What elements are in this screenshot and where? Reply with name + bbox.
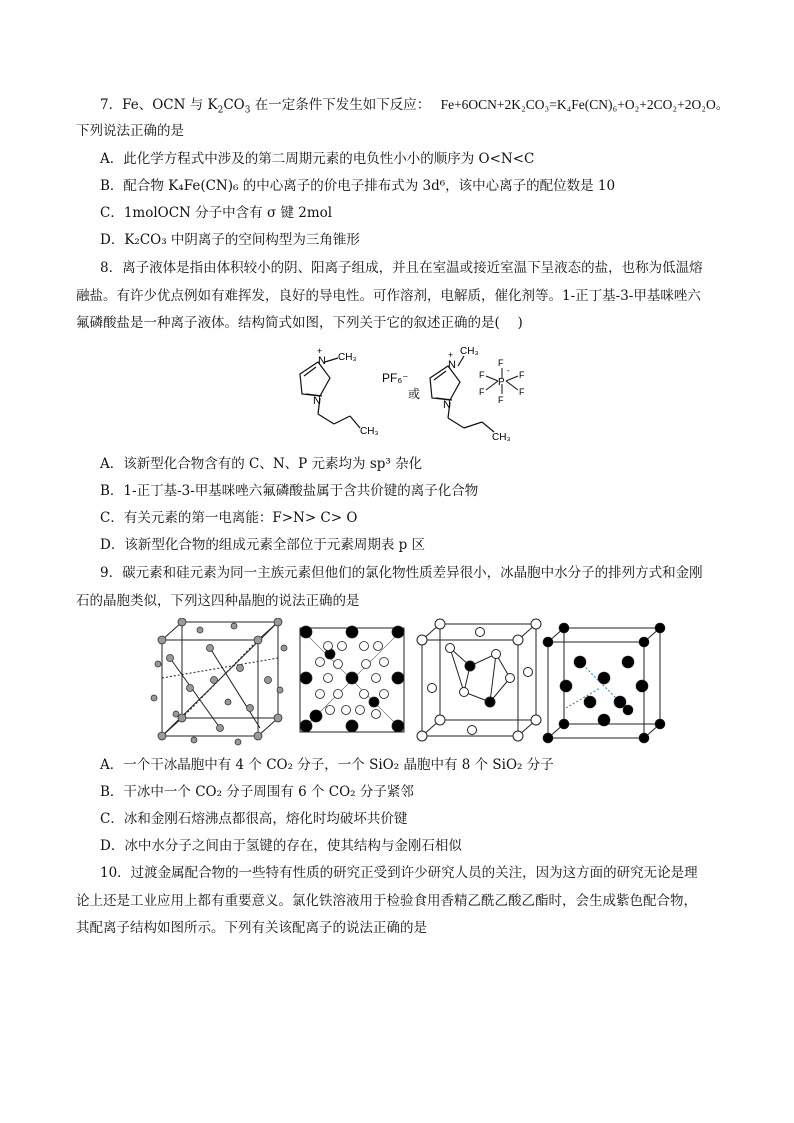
q8-stem-line-1: 8．离子液体是指由体积较小的阴、阳离子组成，并且在室温或接近室温下呈液态的盐，也称为低温熔 xyxy=(100,260,703,276)
q9-stem-line-1: 9．碳元素和硅元素为同一主族元素但他们的氯化物性质差异很小，冰晶胞中水分子的排列方式和金刚 xyxy=(100,565,703,581)
imidazolium-structure-1 xyxy=(300,358,360,428)
crystal-cell-3-atoms xyxy=(417,619,541,741)
q7-option-b: B．配合物 K₄Fe(CN)₆ 的中心离子的价电子排布式为 3d⁶，该中心离子的配位数是 10 xyxy=(100,178,616,194)
q9-option-c: C．冰和金刚石熔沸点都很高，熔化时均破坏共价键 xyxy=(100,811,408,827)
q8-option-c: C．有关元素的第一电离能：F>N> C> O xyxy=(100,510,358,526)
methyl-end-label-2: CH₃ xyxy=(492,432,511,443)
q9-option-d: D．冰中水分子之间由于氢键的存在，使其结构与金刚石相似 xyxy=(100,838,462,854)
q8-stem-line-3: 氟磷酸盐是一种离子液体。结构简式如图，下列关于它的叙述正确的是( ) xyxy=(76,315,523,331)
f-atom-label-top: F xyxy=(498,358,504,368)
q7-equation: Fe+6OCN+2K₂CO₃=K₄Fe(CN)₆+O₂+2CO₂+2O₂O。 xyxy=(440,97,730,112)
q8-stem-line-2: 融盐。有许少优点例如有难挥发，良好的导电性。可作溶剂，电解质，催化剂等。1-正丁基-3-甲基咪唑六 xyxy=(76,288,701,304)
f-atom-label-bottom: F xyxy=(498,395,504,405)
crystal-cell-4-atoms xyxy=(543,623,665,743)
q7-stem-part: CO xyxy=(223,97,245,113)
minus-charge-label: - xyxy=(507,366,510,375)
q8-option-a: A．该新型化合物含有的 C、N、P 元素均为 sp³ 杂化 xyxy=(100,456,423,472)
q10-stem-line-2: 论上还是工业应用上都有重要意义。氯化铁溶液用于检验食用香精乙酰乙酸乙酯时，会生成紫色配合物， xyxy=(76,893,697,909)
q7-option-a: A．此化学方程式中涉及的第二周期元素的电负性小小的顺序为 O<N<C xyxy=(100,151,535,167)
q9-crystal-cells-figure xyxy=(150,618,680,750)
q7-stem-part: 7．Fe、OCN 与 K xyxy=(100,97,218,113)
pf6-anion-label: PF₆⁻ xyxy=(382,371,409,385)
q8-ionic-liquid-structure-figure xyxy=(280,340,540,444)
or-label: 或 xyxy=(408,387,421,401)
q8-option-d: D．该新型化合物的组成元素全部位于元素周期表 p 区 xyxy=(100,537,426,553)
q7-option-c: C．1molOCN 分子中含有 σ 键 2mol xyxy=(100,205,333,221)
q8-option-b: B．1-正丁基-3-甲基咪唑六氟磷酸盐属于含共价键的离子化合物 xyxy=(100,483,479,499)
methyl-label: CH₃ xyxy=(338,352,357,363)
f-atom-label-right-bottom: F xyxy=(519,387,525,397)
crystal-cell-1-atoms xyxy=(151,618,287,745)
plus-charge-label-2: + xyxy=(448,350,454,360)
n-atom-label-2: N xyxy=(443,399,451,411)
f-atom-label-left-bottom: F xyxy=(479,387,485,397)
f-atom-label-right-top: F xyxy=(519,370,525,380)
q7-stem-line-2: 下列说法正确的是 xyxy=(76,123,184,139)
q9-stem-line-2: 石的晶胞类似，下列这四种晶胞的说法正确的是 xyxy=(76,593,360,609)
n-plus-atom-label-2: N xyxy=(448,359,456,371)
plus-charge-label: + xyxy=(317,346,323,356)
p-atom-label: P xyxy=(498,377,505,388)
n-atom-label: N xyxy=(313,395,321,407)
q10-stem-line-1: 10．过渡金属配合物的一些特有性质的研究正受到许少研究人员的关注，因为这方面的研究无论是理 xyxy=(100,865,698,881)
f-atom-label-left-top: F xyxy=(479,370,485,380)
q7-stem-line-1: 7．Fe、OCN 与 $K_2CO_3$ 在一定条件下发生如下反应： Fe+6OCN+2K₂CO₃=K₄Fe(CN)₆+O₂+2CO₂+2O₂O。 xyxy=(100,97,730,116)
q9-option-a: A．一个干冰晶胞中有 4 个 CO₂ 分子，一个 SiO₂ 晶胞中有 8 个 SiO₂ 分子 xyxy=(100,757,554,773)
q7-option-d: D．K₂CO₃ 中阴离子的空间构型为三角锥形 xyxy=(100,232,360,248)
q7-stem-part: 在一定条件下发生如下反应： xyxy=(250,97,431,113)
methyl-end-label: CH₃ xyxy=(360,426,379,437)
methyl-label-2: CH₃ xyxy=(460,346,479,357)
q9-option-b: B．干冰中一个 CO₂ 分子周围有 6 个 CO₂ 分子紧邻 xyxy=(100,784,414,800)
n-plus-atom-label: N xyxy=(318,355,326,367)
q10-stem-line-3: 其配离子结构如图所示。下列有关该配离子的说法正确的是 xyxy=(76,920,427,936)
